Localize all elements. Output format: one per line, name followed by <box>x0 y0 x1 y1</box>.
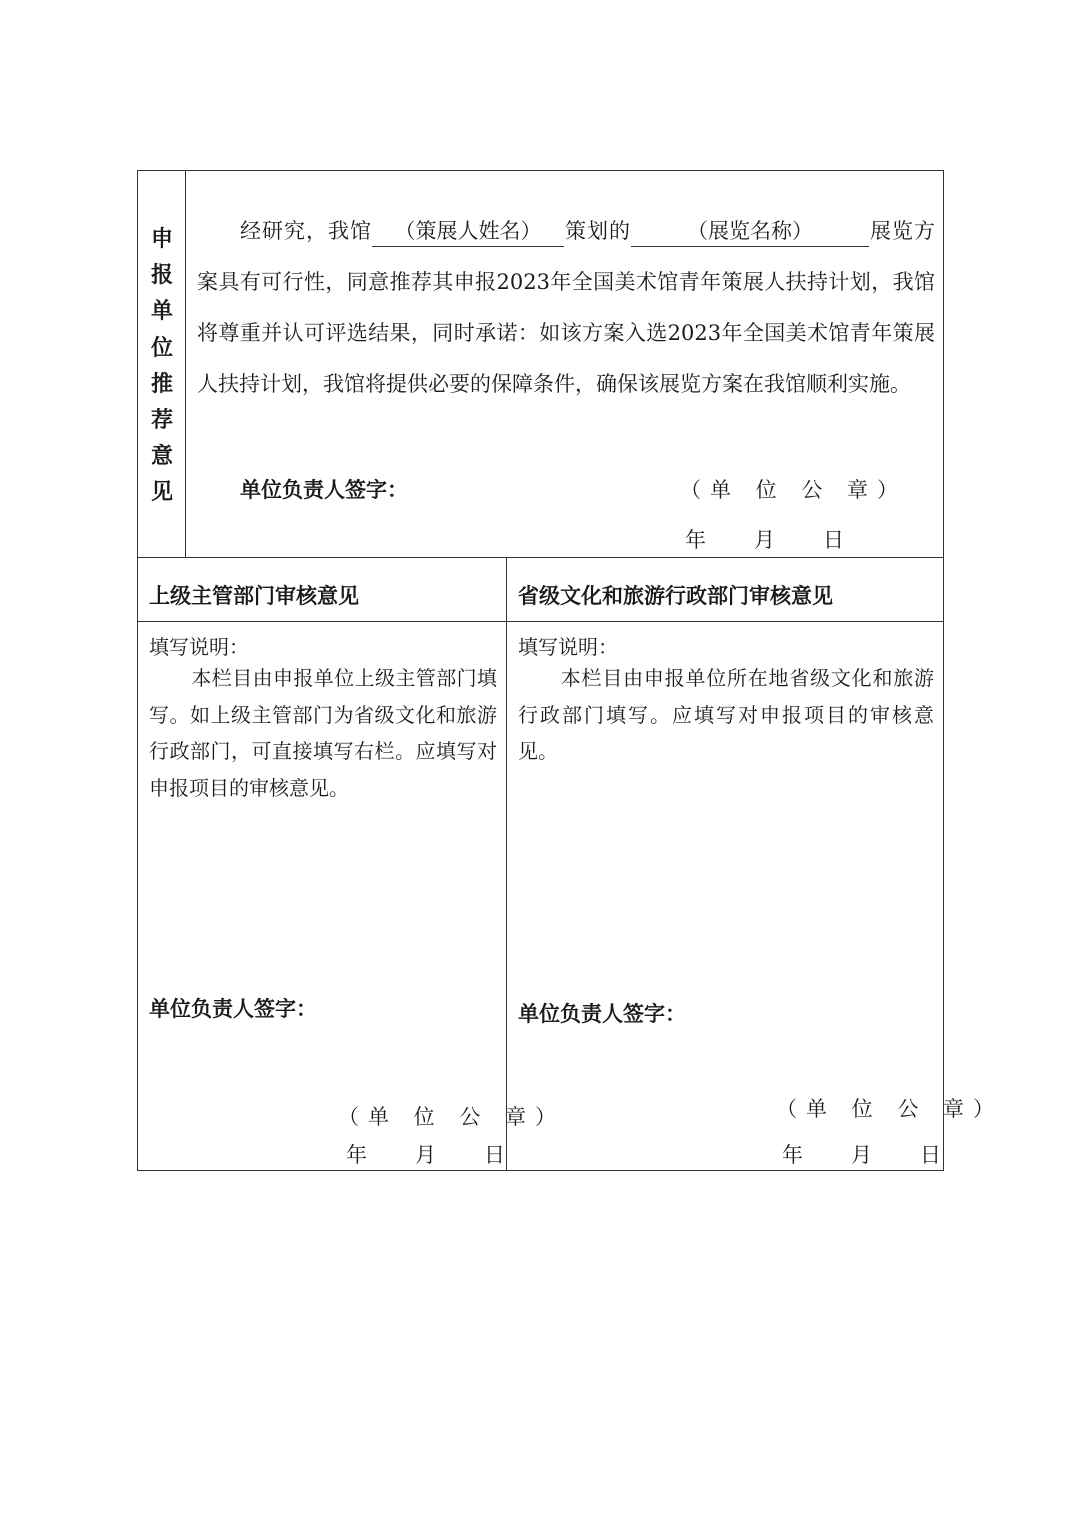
curator-name-blank[interactable]: （策展人姓名） <box>372 216 564 247</box>
right-column-heading: 省级文化和旅游行政部门审核意见 <box>518 584 833 608</box>
left-seal: （单 位 公 章） <box>338 1105 566 1129</box>
left-date: 年 月 日 <box>346 1143 507 1167</box>
column-divider <box>506 557 507 1171</box>
recommendation-text-2: 策划的 <box>564 219 631 243</box>
section-divider <box>137 557 944 558</box>
left-signature-label: 单位负责人签字： <box>149 997 317 1021</box>
side-label-char: 申 <box>150 227 173 252</box>
right-note-body <box>518 660 934 770</box>
recommendation-text-3: 展览方案具有可行性，同意推荐其申报2023年全国美术馆青年策展人扶持计划，我馆将尊重并认可评选结果，同时承诺：如该方案入选2023年全国美术馆青年策展人扶持计划，我馆将提供必要的保障条件，确保该展览方案在我馆顺利实施。 <box>197 219 935 396</box>
side-label-char: 荐 <box>150 407 173 433</box>
right-note-title: 填写说明： <box>518 635 618 659</box>
recommendation-side-label <box>139 222 185 512</box>
side-label-char: 位 <box>150 335 173 361</box>
side-label-divider <box>185 170 186 558</box>
left-note-body <box>149 660 497 806</box>
recommendation-seal: （单 位 公 章） <box>680 478 908 502</box>
right-seal: （单 位 公 章） <box>776 1097 1004 1121</box>
side-label-char: 推 <box>150 371 173 397</box>
recommendation-paragraph <box>197 206 935 410</box>
left-note-title: 填写说明： <box>149 635 249 659</box>
heading-divider <box>137 621 944 622</box>
right-signature-label: 单位负责人签字： <box>518 1002 686 1026</box>
left-note-text: 本栏目由申报单位上级主管部门填写。如上级主管部门为省级文化和旅游行政部门，可直接填写右栏。应填写对申报项目的审核意见。 <box>149 666 497 800</box>
right-date: 年 月 日 <box>782 1143 943 1167</box>
side-label-char: 意 <box>150 444 173 470</box>
exhibition-name-blank[interactable]: （展览名称） <box>631 216 869 247</box>
left-column-heading: 上级主管部门审核意见 <box>149 584 359 608</box>
side-label-char: 单 <box>150 299 173 325</box>
recommendation-text-1: 经研究，我馆 <box>239 219 372 243</box>
side-label-char: 报 <box>150 263 173 289</box>
recommendation-date: 年 月 日 <box>685 528 846 552</box>
recommendation-signature-label: 单位负责人签字： <box>240 478 408 502</box>
right-note-text: 本栏目由申报单位所在地省级文化和旅游行政部门填写。应填写对申报项目的审核意见。 <box>518 666 934 763</box>
side-label-char: 见 <box>150 480 173 506</box>
